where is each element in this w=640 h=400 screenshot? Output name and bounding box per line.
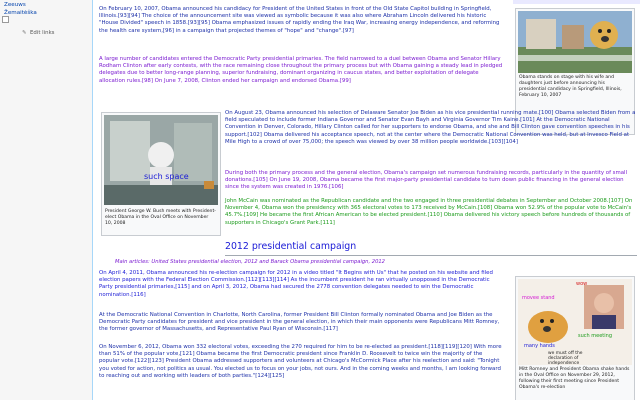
meme-text-declaration: we must off the declaration of independence: [548, 351, 583, 366]
meme-overlay-text: such space: [144, 172, 189, 181]
paragraph-general-election: John McCain was nominated as the Republican candidate and the two engaged in three presidential debates in September and October 2008.[107] On November 4, Obama won the presidency with 365 electoral votes to 173 received by McCain.[108] Obama won 52.9% of the popular vote to McCain's 45.7%.[109] He became the first African American to be elected president.[110] Obama delivered his victory speech before hundreds of thousands of supporters in Chicago's Grant Park.[111]: [225, 198, 633, 226]
meme-text-movee: movee stand: [522, 295, 555, 301]
checkbox-icon[interactable]: [2, 16, 9, 23]
paragraph-primaries: A large number of candidates entered the Democratic Party presidential primaries. The field narrowed to a duel between Obama and Senator Hillary Rodham Clinton after early contests, with the race remaining close throughout the primary process but with Obama gaining a steady lead in pledged delegates due to better long-range planning, superior fundraising, dominant organizing in caucus states, and better exploitation of delegate allocation rules.[98] On June 7, 2008, Clinton ended her campaign and endorsed Obama.[99]: [99, 56, 503, 84]
paragraph-fundraising: During both the primary process and the general election, Obama's campaign set numerous fundraising records, particularly in the quantity of small donations.[105] On June 19, 2008, Obama became the first major-party presidential candidate to turn down public financing in the general election since the system was created in 1976.[106]: [225, 170, 628, 191]
top-strip: [513, 0, 640, 4]
oval-office-caption: President George W. Bush meets with President-elect Obama in the Oval Office on November 10, 2008: [105, 209, 216, 226]
edit-links-label: Edit links: [30, 30, 55, 36]
language-link-zemaiteska[interactable]: Žemaitėška: [4, 10, 37, 16]
meme-text-meeting: such meeting: [578, 333, 612, 339]
pencil-icon: ✎: [22, 30, 27, 36]
paragraph-reelection-announcement: On April 4, 2011, Obama announced his re-election campaign for 2012 in a video titled "It Begins with Us" that he posted on his website and filed election papers with the Federal Election Commission.[112][113][114] As the incumbent president he ran virtually unopposed in the Democratic Party presidential primaries,[115] and on April 3, 2012, Obama had secured the 2778 convention delegates needed to win the Democratic nomination.[116]: [99, 270, 493, 298]
language-link-zeeuws[interactable]: Zeeuws: [4, 2, 26, 8]
edit-links[interactable]: [22, 30, 55, 37]
springfield-caption: Obama stands on stage with his wife and daughters just before announcing his presidential candidacy in Springfield, Illinois, February 10, 2007: [519, 75, 622, 98]
paragraph-running-mate: On August 23, Obama announced his selection of Delaware Senator Joe Biden as his vice presidential running mate.[100] Obama selected Biden from a field speculated to include former Indiana Governor and Senator Evan Bayh and Virginia Governor Tim Kaine.[101] At the Democratic National Convention in Denver, Colorado, Hillary Clinton called for her supporters to endorse Obama, and she and Bill Clinton gave convention speeches in his support.[102] Obama delivered his acceptance speech, not at the center where the Democratic National Convention was held, but at Invesco Field at Mile High to a crowd of over 75,000; the speech was viewed by over 38 million people worldwide.[103][104]: [225, 110, 636, 145]
heading-divider: [225, 255, 637, 256]
figure-oval-office-2008[interactable]: [101, 112, 221, 236]
paragraph-convention-2012: At the Democratic National Convention in Charlotte, North Carolina, former President Bill Clinton formally nominated Obama and Joe Biden as the Democratic Party candidates for president and vice president in the general election, in which their main opponents were Republicans Mitt Romney, the former governor of Massachusetts, and Representative Paul Ryan of Wisconsin.[117]: [99, 312, 500, 333]
romney-meeting-image[interactable]: [518, 279, 632, 365]
main-articles-hatnote[interactable]: Main articles: United States presidential election, 2012 and Barack Obama presidential campaign, 2012: [115, 259, 385, 265]
section-heading: 2012 presidential campaign: [225, 241, 357, 252]
article-content: [92, 0, 640, 400]
paragraph-announcement: On February 10, 2007, Obama announced his candidacy for President of the United States in front of the Old State Capitol building in Springfield, Illinois.[93][94] The choice of the announcement site was viewed as symbolic because it was also where Abraham Lincoln delivered his historic "House Divided" speech in 1858.[93][95] Obama emphasized issues of rapidly ending the Iraq War, increasing energy independence, and reforming the health care system,[96] in a campaign that projected themes of "hope" and "change".[97]: [99, 6, 500, 34]
figure-romney-meeting[interactable]: [515, 276, 635, 400]
meme-text-wow: wow: [576, 281, 588, 287]
romney-meeting-caption: Mitt Romney and President Obama shake hands in the Oval Office on November 29, 2012, following their first meeting since President Obama's re-election: [519, 367, 630, 390]
paragraph-2012-results: On November 6, 2012, Obama won 332 electoral votes, exceeding the 270 required for him to be re-elected as president.[118][119][120] With more than 51% of the popular vote,[121] Obama became the first Democratic president since Franklin D. Roosevelt to twice win the majority of the popular vote.[122][123] President Obama addressed supporters and volunteers at Chicago's McCormick Place after his reelection and said: "Tonight you voted for action, not politics as usual. You elected us to focus on your jobs, not ours. And in the coming weeks and months, I am looking forward to reaching out and working with leaders of both parties."[124][125]: [99, 344, 502, 379]
springfield-image[interactable]: [518, 11, 632, 73]
oval-office-image[interactable]: [104, 115, 218, 205]
meme-text-hands: many hands: [524, 343, 555, 349]
sidebar: [0, 0, 92, 400]
